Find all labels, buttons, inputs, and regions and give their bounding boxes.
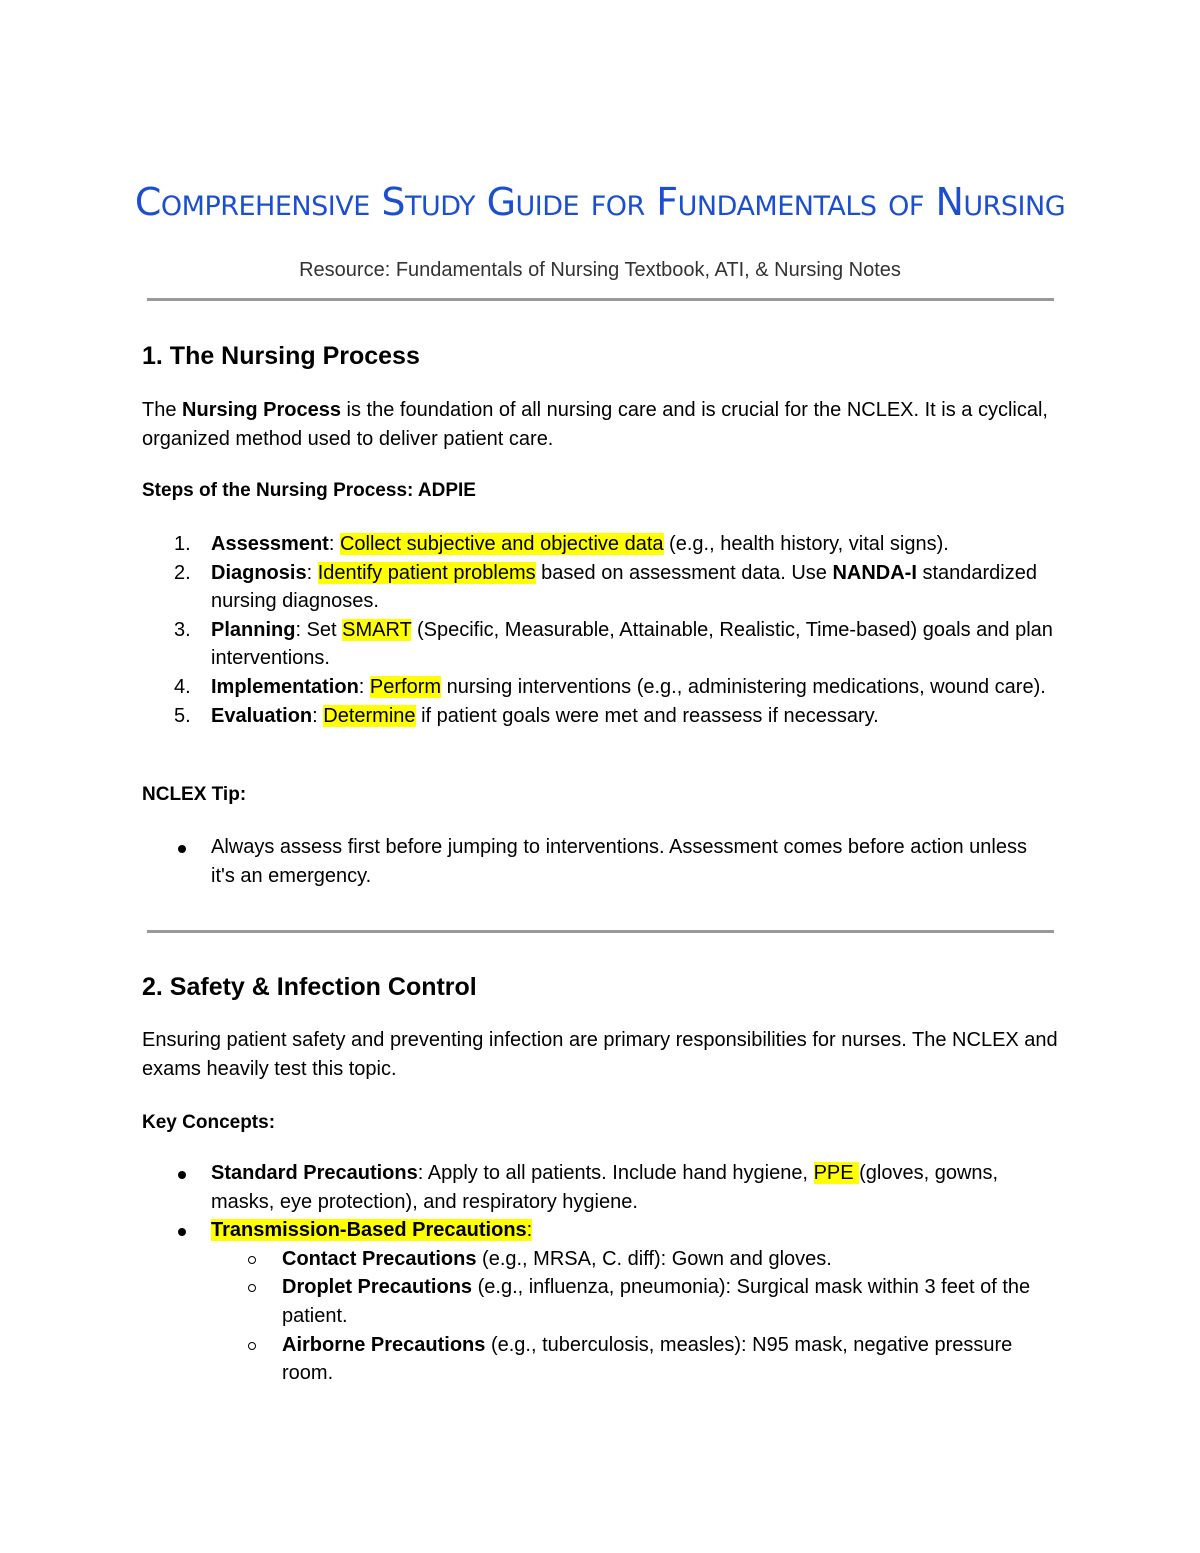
step-sep: : Set [295, 618, 343, 641]
concept-term: Standard Precautions [211, 1162, 418, 1184]
tip-text: Always assess first before jumping to interventions. Assessment comes before action unless it's an emergency. [211, 836, 1027, 887]
step-sep: : [306, 561, 318, 584]
step-sep: : [358, 675, 370, 698]
list-item [174, 673, 1054, 702]
step-term: Planning [211, 618, 296, 641]
list-item [174, 559, 1054, 616]
step-text: nursing interventions (e.g., administering medications, wound care). [441, 675, 1046, 698]
step-term: Assessment [211, 533, 329, 555]
list-item [245, 1245, 1054, 1274]
highlighted-text: Perform [369, 675, 442, 698]
list-item [174, 1159, 1054, 1216]
list-item [174, 833, 1054, 890]
sub-term: Airborne Precautions [282, 1333, 486, 1356]
page-subtitle: Resource: Fundamentals of Nursing Textbook, ATI, & Nursing Notes [299, 259, 901, 281]
step-number: 1. [174, 533, 191, 555]
step-sep: : [312, 704, 324, 727]
concepts-list [174, 1159, 1054, 1388]
intro-bold-term: Nursing Process [182, 399, 341, 421]
list-item [174, 616, 1054, 673]
steps-heading: Steps of the Nursing Process: ADPIE [142, 480, 476, 501]
section-intro-nursing-process [142, 396, 1062, 454]
concept-text: : [526, 1219, 533, 1242]
hollow-bullet-icon [248, 1342, 256, 1350]
hollow-bullet-icon [248, 1284, 256, 1292]
list-item [245, 1273, 1054, 1330]
steps-list [174, 530, 1054, 730]
sub-term: Contact Precautions [282, 1247, 477, 1270]
bullet-icon [178, 1228, 186, 1236]
intro-text: The [142, 399, 183, 421]
list-item [174, 702, 1054, 731]
section-heading-nursing-process: 1. The Nursing Process [142, 342, 420, 370]
step-number: 2. [174, 561, 191, 584]
highlighted-text [211, 1219, 532, 1241]
highlighted-text: Determine [323, 704, 416, 727]
page-title: Comprehensive Study Guide for Fundamentals of Nursing [134, 180, 1066, 224]
nclex-tip-heading: NCLEX Tip: [142, 784, 247, 805]
intro-text: is the foundation of all nursing care and is crucial for the NCLEX. It is a cyclical, organized method used to deliver patient care. [142, 399, 1048, 450]
tips-list [174, 833, 1054, 890]
step-number: 5. [174, 704, 191, 727]
highlighted-text: SMART [342, 618, 412, 641]
list-item [245, 1331, 1054, 1388]
step-text: based on assessment data. Use [535, 561, 833, 584]
concept-text: (gloves, gowns, masks, eye protection), and respiratory hygiene. [211, 1162, 999, 1213]
concept-term: Transmission-Based Precautions [211, 1219, 527, 1242]
step-text: if patient goals were met and reassess if necessary. [415, 704, 879, 727]
sub-text: (e.g., tuberculosis, measles): N95 mask, negative pressure room. [282, 1333, 1013, 1385]
list-item [174, 1216, 1054, 1388]
sub-text: (e.g., influenza, pneumonia): Surgical mask within 3 feet of the patient. [282, 1276, 1031, 1327]
sub-list [245, 1245, 1054, 1388]
step-number: 4. [174, 675, 191, 698]
hollow-bullet-icon [248, 1256, 256, 1264]
section-intro-safety: Ensuring patient safety and preventing infection are primary responsibilities for nurses. The NCLEX and exams heavily test this topic. [142, 1029, 1058, 1080]
step-bold-term: NANDA-I [832, 561, 917, 584]
step-text: (e.g., health history, vital signs). [663, 533, 949, 555]
step-text: standardized nursing diagnoses. [211, 561, 1037, 613]
divider-top [147, 298, 1054, 301]
highlighted-text: PPE [813, 1162, 860, 1184]
divider-middle [147, 930, 1054, 933]
step-term: Implementation [211, 675, 359, 698]
bullet-icon [178, 1171, 186, 1179]
sub-term: Droplet Precautions [282, 1276, 473, 1299]
step-term: Diagnosis [211, 561, 307, 584]
highlighted-text: Identify patient problems [317, 561, 536, 584]
sub-text: (e.g., MRSA, C. diff): Gown and gloves. [476, 1247, 832, 1270]
highlighted-text: Collect subjective and objective data [339, 533, 664, 555]
bullet-icon [178, 845, 186, 853]
key-concepts-heading: Key Concepts: [142, 1112, 276, 1133]
step-sep: : [328, 533, 340, 555]
concept-text: : Apply to all patients. Include hand hygiene, [417, 1162, 814, 1184]
section-heading-safety: 2. Safety & Infection Control [142, 973, 477, 1001]
step-text: (Specific, Measurable, Attainable, Realistic, Time-based) goals and plan interventions. [211, 618, 1053, 670]
step-number: 3. [174, 618, 191, 641]
step-term: Evaluation [211, 704, 313, 727]
list-item [174, 530, 1054, 559]
